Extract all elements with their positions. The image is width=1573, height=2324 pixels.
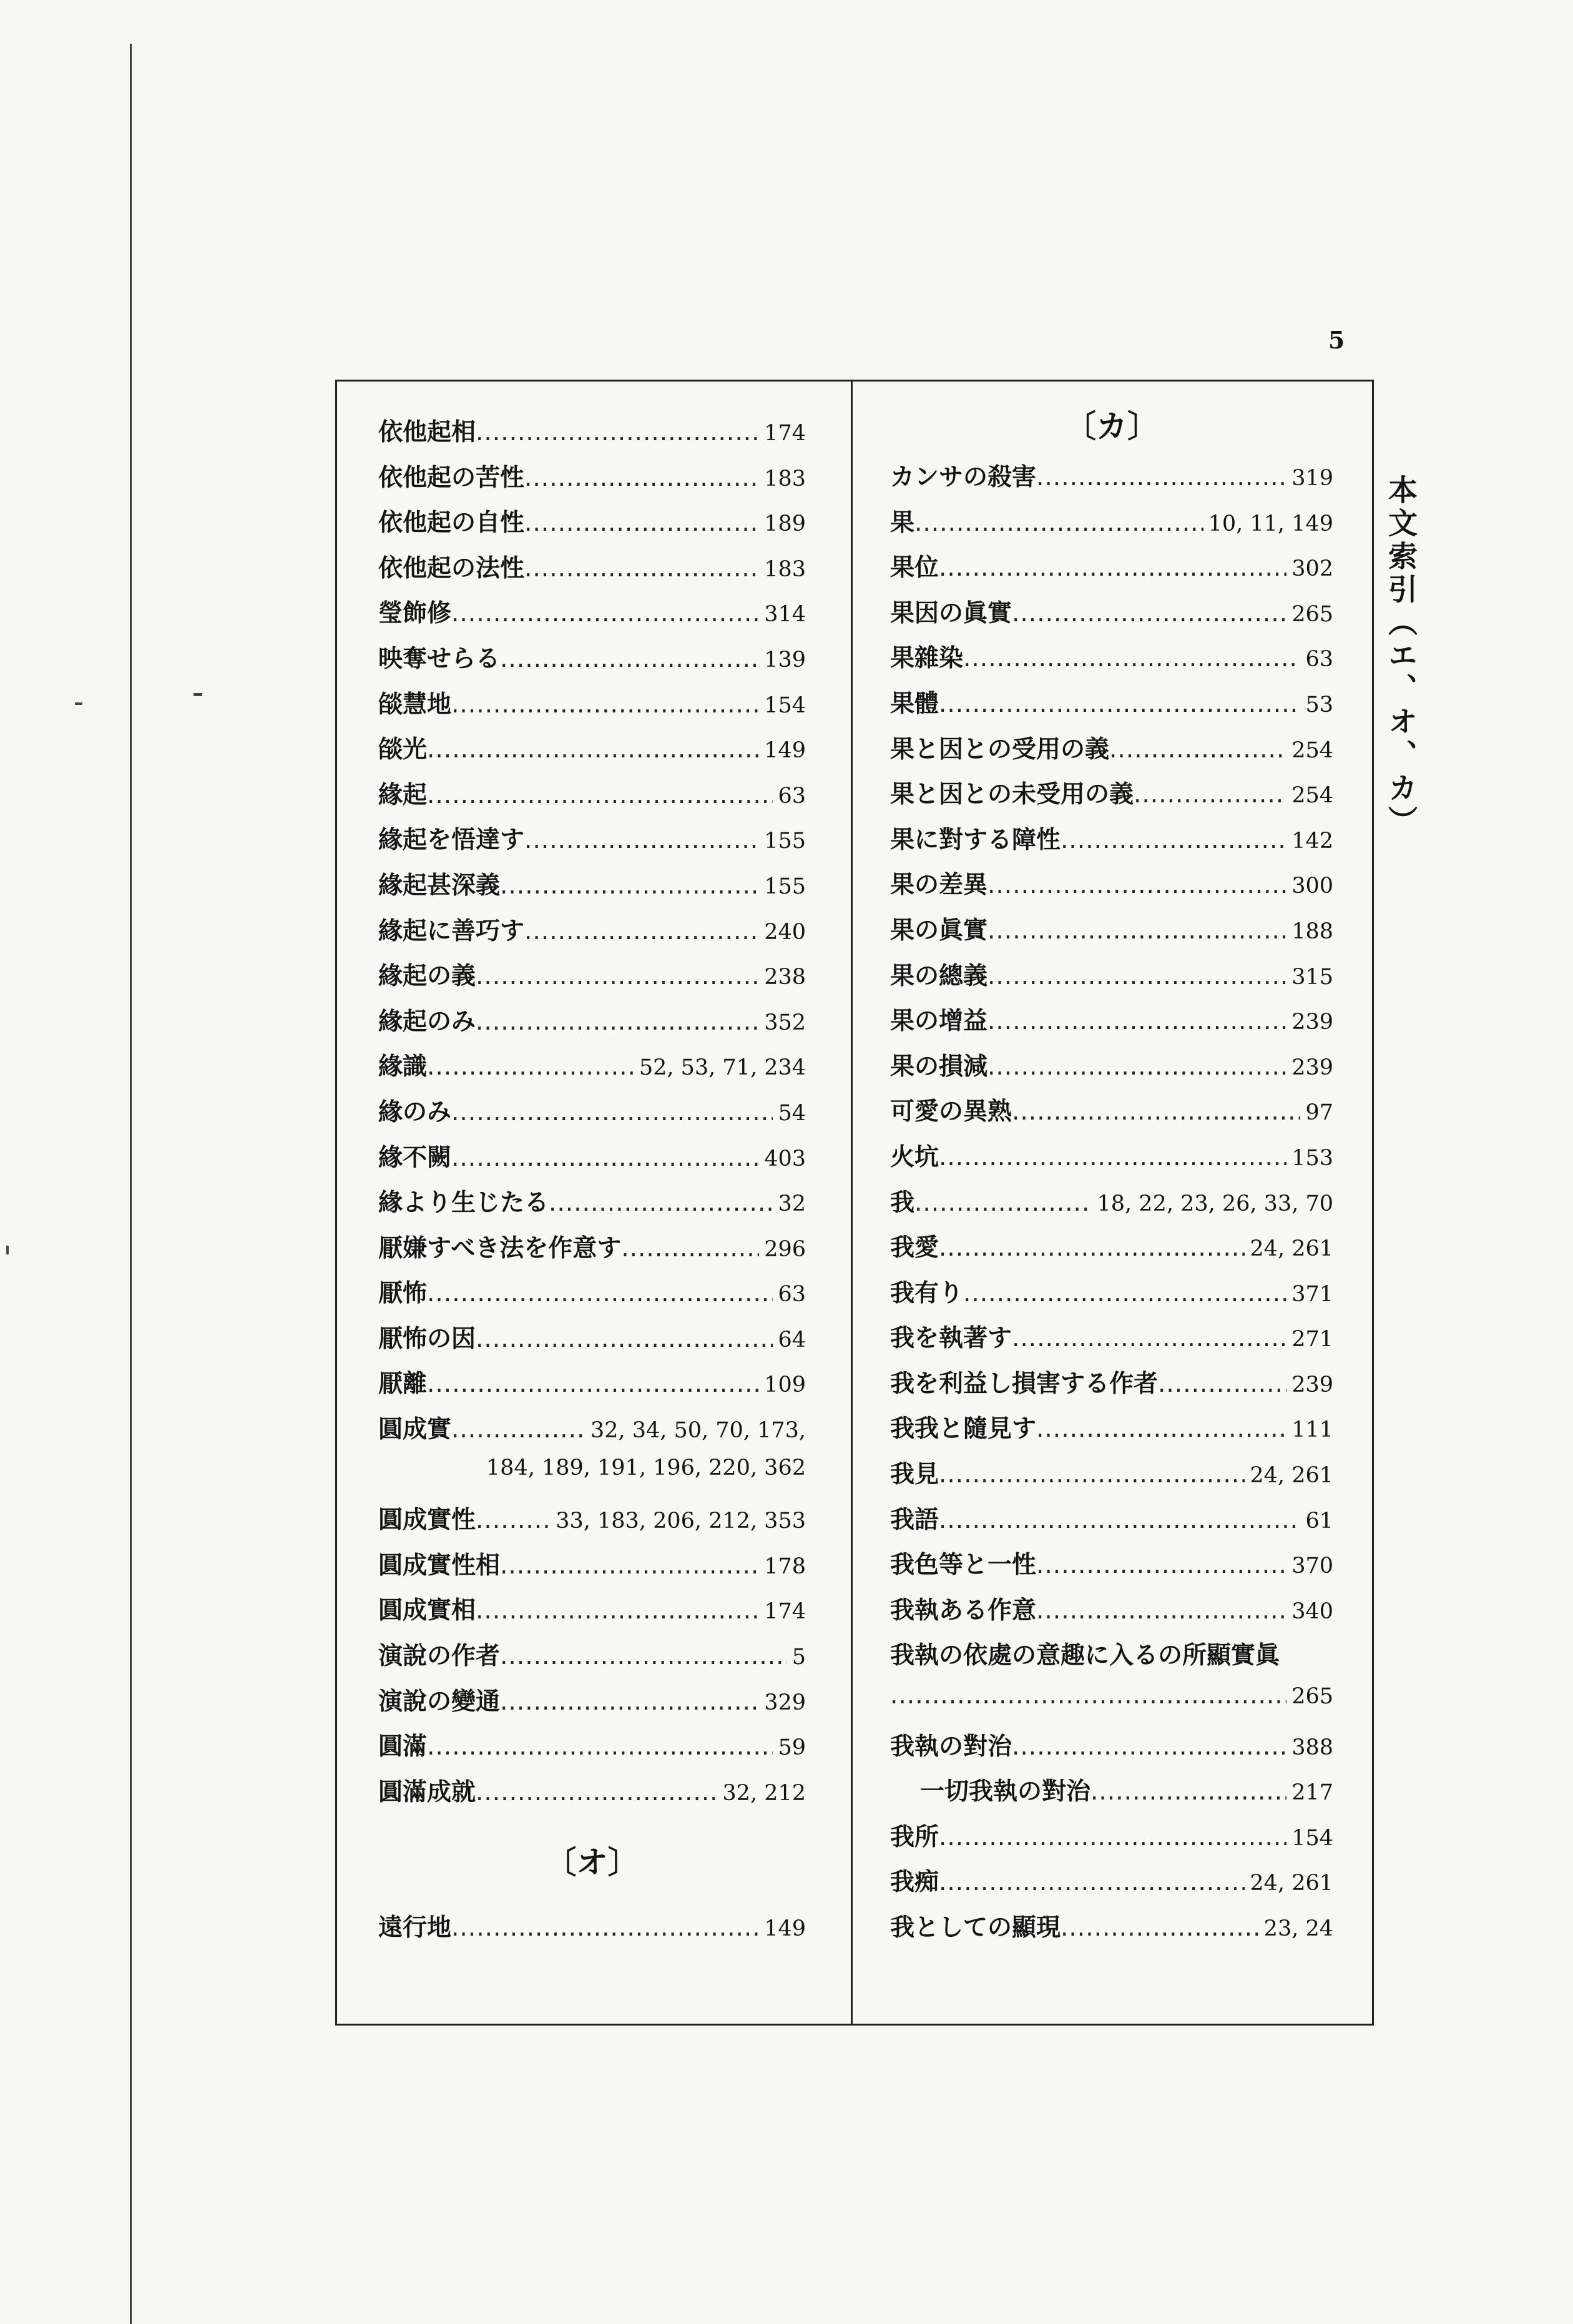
index-entry: 圓滿成就 ..... 32, 212	[378, 1773, 806, 1818]
column-divider	[851, 382, 853, 2024]
index-entry: 我 ..... 18, 22, 23, 26, 33, 70	[890, 1183, 1333, 1229]
margin-mark	[6, 1246, 9, 1254]
index-entry: 演說の變通 ..... 329	[378, 1682, 806, 1728]
index-entry: 厭怖の因 ..... 64	[378, 1319, 806, 1365]
index-entry: 果位 ..... 302	[890, 548, 1333, 594]
index-entry: 圓成實相 ..... 174	[378, 1591, 806, 1637]
index-entry: 我執ある作意 ..... 340	[890, 1591, 1333, 1637]
index-entry: 我所 ..... 154	[890, 1818, 1333, 1863]
side-section-label: 本文索引（エ、オ、カ）	[1383, 475, 1418, 839]
page-number: 5	[1328, 326, 1345, 354]
index-entry: 果因の眞實 ..... 265	[890, 594, 1333, 639]
index-entry: 燄慧地 ..... 154	[378, 685, 806, 731]
index-entry: 演說の作者 ..... 5	[378, 1637, 806, 1682]
index-entry: 緣のみ ..... 54	[378, 1093, 806, 1138]
index-entry: 圓成實性 ..... 33, 183, 206, 212, 353	[378, 1500, 806, 1546]
index-entry: 燄光 ..... 149	[378, 730, 806, 775]
book-spine-line	[130, 44, 132, 2324]
index-entry: 緣起甚深義 ..... 155	[378, 866, 806, 912]
index-entry: 我執の依處の意趣に入るの所顯實眞	[890, 1642, 1280, 1670]
index-entry-continuation: 184, 189, 191, 196, 220, 362	[486, 1455, 806, 1480]
index-entry: 果の差異 ..... 300	[890, 865, 1333, 911]
index-entry: 厭怖 ..... 63	[378, 1274, 806, 1319]
index-entry: 火坑 ..... 153	[890, 1138, 1333, 1183]
index-entry: 果の眞實 ..... 188	[890, 911, 1333, 957]
index-table	[335, 380, 1374, 2026]
index-entry: 我有り ..... 371	[890, 1274, 1333, 1319]
index-entry: 圓滿 ..... 59	[378, 1727, 806, 1773]
index-subentry: 一切我執の對治 ..... 217	[890, 1772, 1333, 1818]
section-header-o: 〔オ〕	[545, 1844, 639, 1881]
index-entry: 瑩飾修 ..... 314	[378, 594, 806, 639]
index-entry: 遠行地 ..... 149	[378, 1908, 806, 1954]
index-entry: 可愛の異熟 ..... 97	[890, 1092, 1333, 1138]
index-entry: カンサの殺害 ..... 319	[890, 458, 1333, 503]
index-entry: 果體 ..... 53	[890, 684, 1333, 730]
index-entry: 果に對する障性 ..... 142	[890, 820, 1333, 866]
index-entry: 我痴 ..... 24, 261	[890, 1863, 1333, 1908]
section-header-ka: 〔カ〕	[1065, 408, 1159, 445]
index-entry: 緣識 ..... 52, 53, 71, 234	[378, 1047, 806, 1093]
margin-mark	[75, 702, 82, 705]
index-entry: 緣起に善巧す ..... 240	[378, 912, 806, 957]
index-entry: 果と因との未受用の義 ..... 254	[890, 775, 1333, 820]
index-entry: 映奪せらる ..... 139	[378, 639, 806, 685]
left-column	[378, 382, 806, 1954]
index-entry: 我我と隨見す ..... 111	[890, 1409, 1333, 1455]
index-entry: 我を執著す ..... 271	[890, 1319, 1333, 1364]
index-entry: 果雜染 ..... 63	[890, 639, 1333, 684]
index-entry: 我見 ..... 24, 261	[890, 1455, 1333, 1500]
index-entry: 我色等と一性 ..... 370	[890, 1545, 1333, 1591]
index-entry: 圓成實性相 ..... 178	[378, 1546, 806, 1592]
index-entry: 我執の對治 ..... 388	[890, 1727, 1333, 1773]
index-entry: 緣不闕 ..... 403	[378, 1138, 806, 1184]
index-entry: 果の損減 ..... 239	[890, 1047, 1333, 1093]
index-entry: 果 ..... 10, 11, 149	[890, 503, 1333, 549]
index-entry-continuation: ..... 265	[890, 1681, 1333, 1727]
index-entry: 厭嫌すべき法を作意す ..... 296	[378, 1229, 806, 1274]
index-entry: 緣起のみ ..... 352	[378, 1002, 806, 1048]
index-entry: 依他起相 ..... 174	[378, 413, 806, 458]
index-entry: 依他起の苦性 ..... 183	[378, 458, 806, 504]
index-entry: 我としての顯現 ..... 23, 24	[890, 1908, 1333, 1954]
index-entry: 我語 ..... 61	[890, 1500, 1333, 1546]
index-entry: 緣起 ..... 63	[378, 775, 806, 821]
right-column	[890, 382, 1333, 1954]
index-entry: 厭離 ..... 109	[378, 1364, 806, 1410]
index-entry: 緣起を悟達す ..... 155	[378, 820, 806, 866]
index-entry: 果の總義 ..... 315	[890, 957, 1333, 1002]
index-entry: 我を利益し損害する作者 ..... 239	[890, 1364, 1333, 1410]
index-entry: 依他起の自性 ..... 189	[378, 503, 806, 549]
index-entry: 果と因との受用の義 ..... 254	[890, 730, 1333, 775]
index-entry: 我愛 ..... 24, 261	[890, 1228, 1333, 1274]
index-entry: 依他起の法性 ..... 183	[378, 549, 806, 594]
index-entry: 緣より生じたる ..... 32	[378, 1183, 806, 1229]
index-entry: 圓成實 ..... 32, 34, 50, 70, 173,	[378, 1410, 806, 1455]
index-entry: 果の增益 ..... 239	[890, 1002, 1333, 1047]
margin-mark	[194, 693, 202, 696]
index-entry: 緣起の義 ..... 238	[378, 957, 806, 1002]
